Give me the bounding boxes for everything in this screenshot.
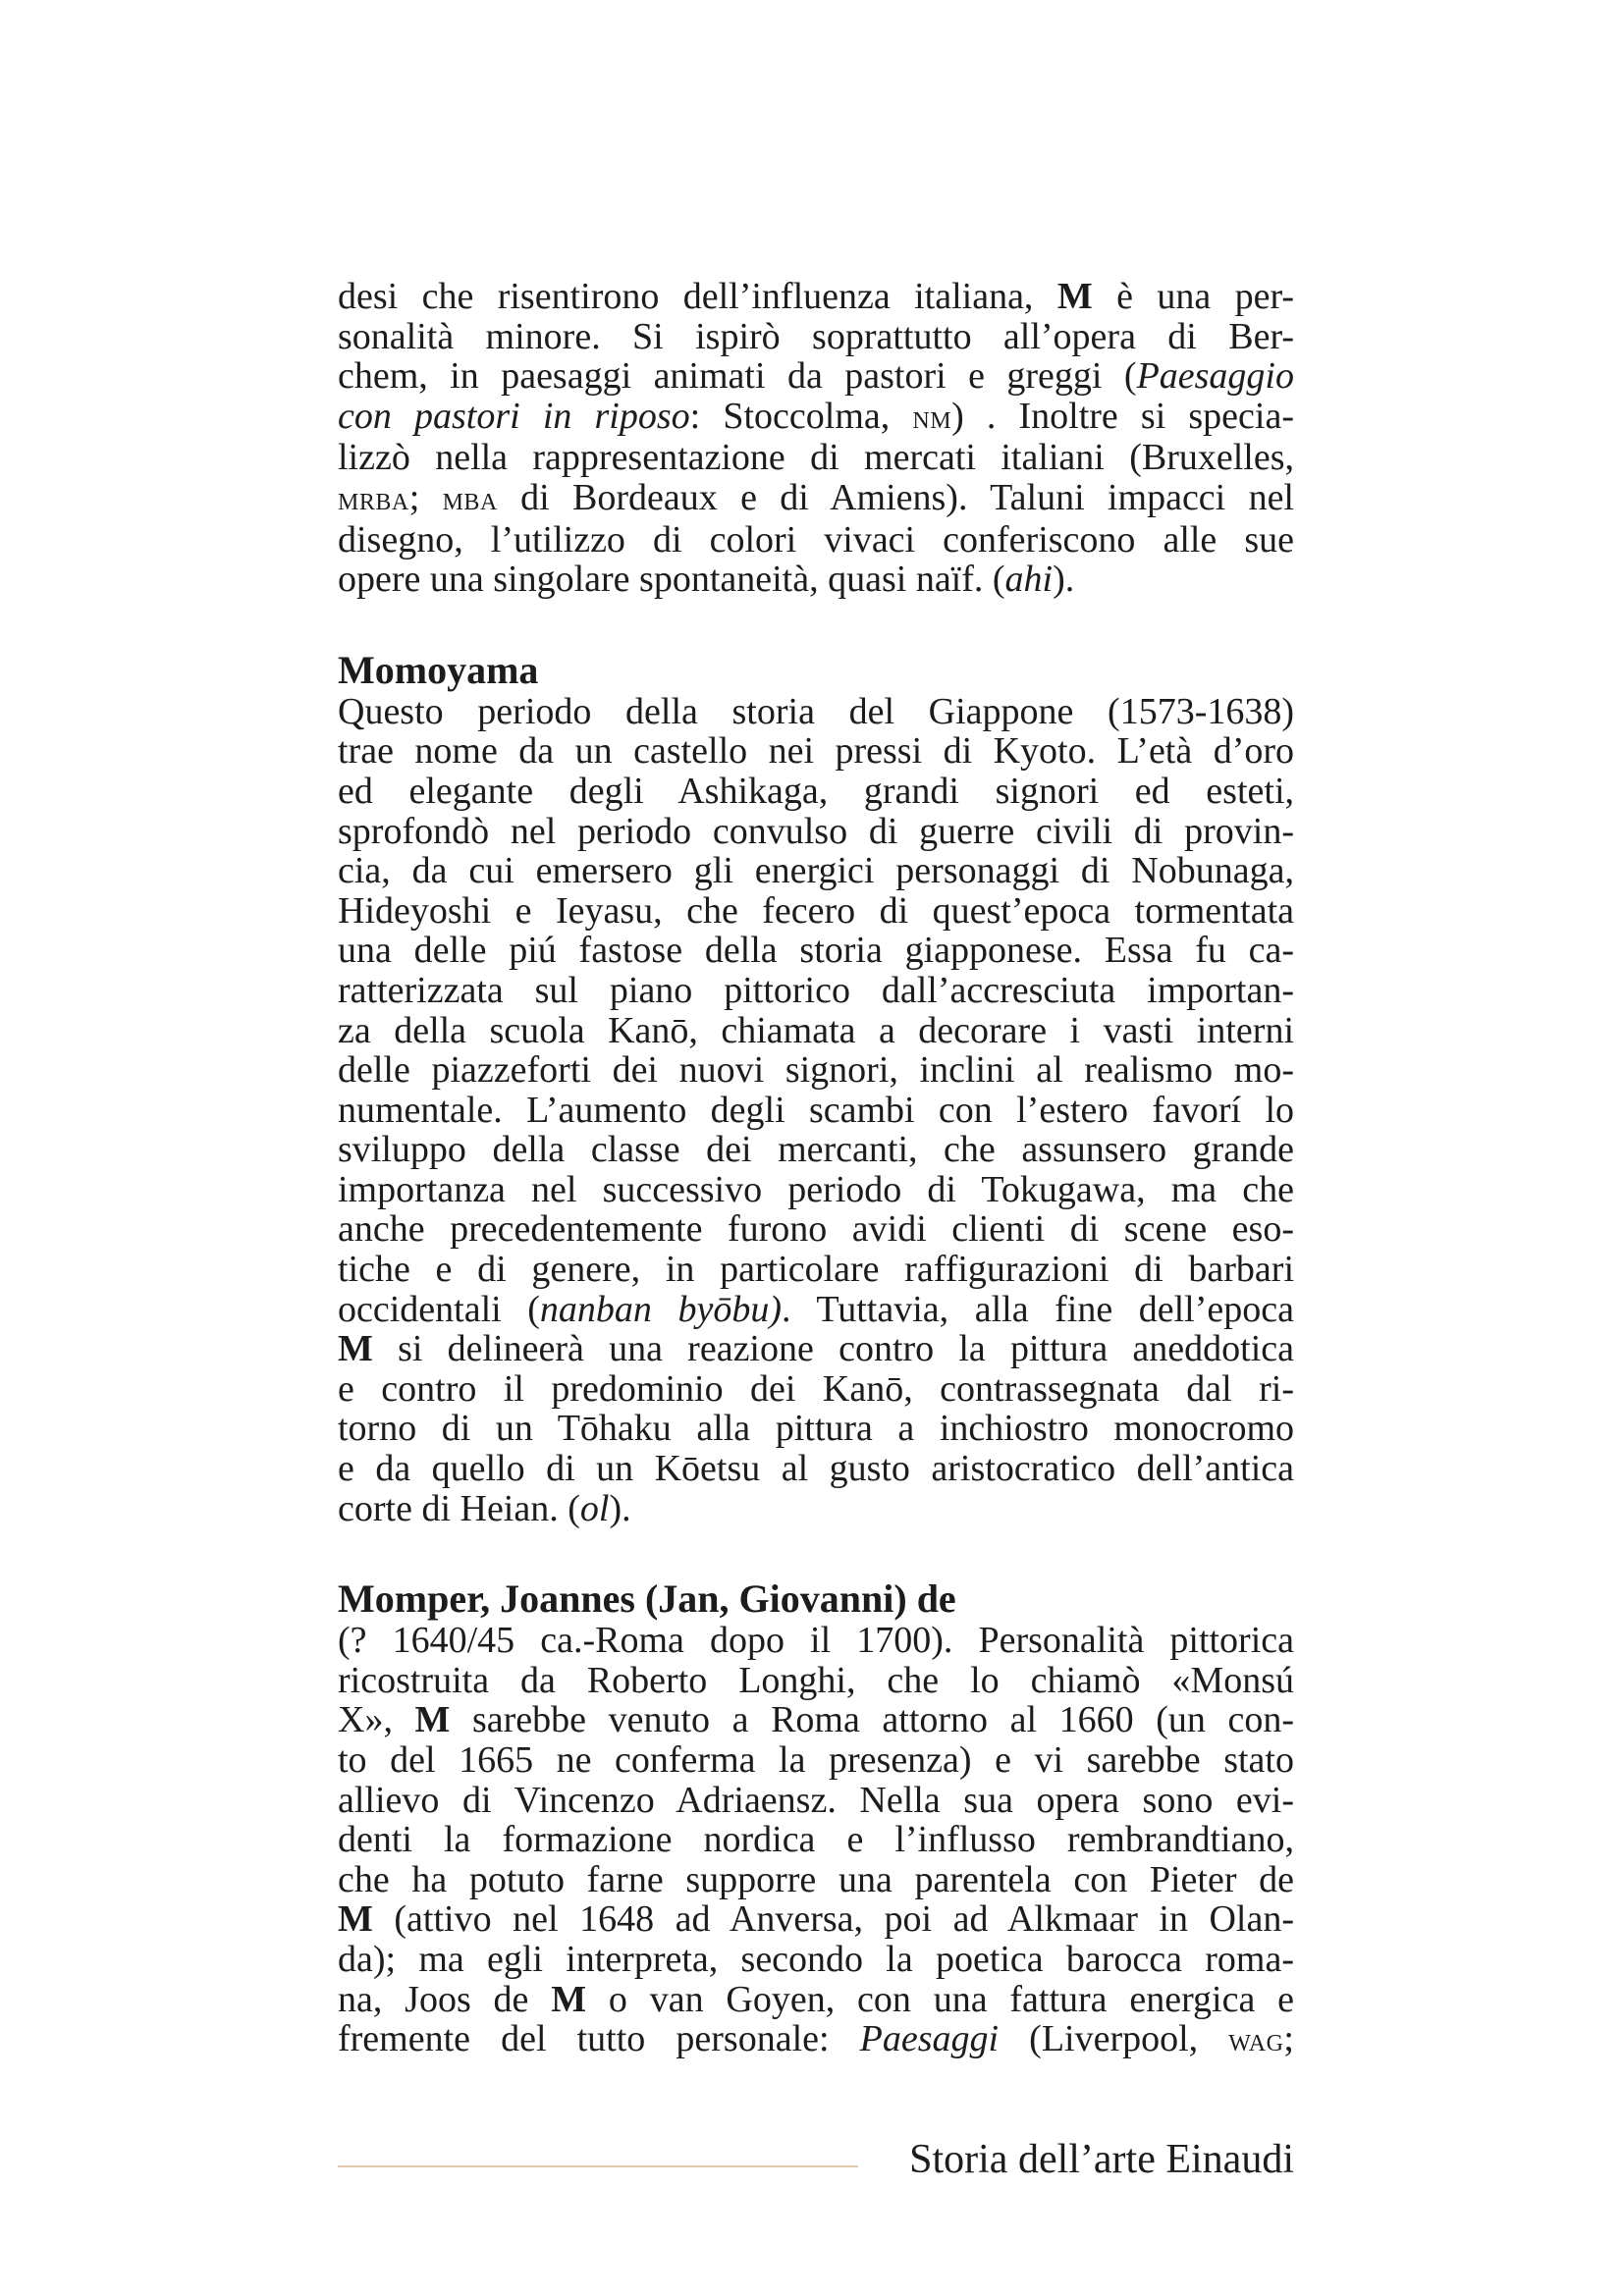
- text-line: [338, 931, 1294, 971]
- text-run: sonalità minore. Si ispirò soprattutto all’opera di Ber-: [338, 315, 1294, 357]
- text-run: trae nome da un castello nei pressi di Kyoto. L’età d’oro: [338, 730, 1294, 773]
- text-line: [338, 438, 1294, 478]
- text-line: [338, 1091, 1294, 1131]
- text-line: [338, 1820, 1294, 1860]
- text-run: (Liverpool,: [999, 2018, 1229, 2060]
- text-run: ;: [408, 476, 443, 518]
- text-run: allievo di Vincenzo Adriaensz. Nella sua opera sono evi-: [338, 1779, 1294, 1821]
- italic-text: Paesaggi: [859, 2018, 1000, 2060]
- text-line: [338, 971, 1294, 1011]
- text-line: [338, 1860, 1294, 1900]
- text-line: [338, 692, 1294, 732]
- text-line: [338, 891, 1294, 932]
- text-run: ;: [1283, 2018, 1294, 2060]
- text-run: sprofondò nel periodo convulso di guerre civili di provin-: [338, 810, 1294, 852]
- text-line: [338, 560, 1294, 600]
- text-line: [338, 1661, 1294, 1701]
- entry-abbreviation: M: [1056, 276, 1093, 317]
- text-line: [338, 1329, 1294, 1369]
- text-run: ed elegante degli Ashikaga, grandi signori ed esteti,: [338, 770, 1294, 812]
- text-run: che ha potuto farne supporre una parentela con Pieter de: [338, 1858, 1294, 1900]
- text-line: [338, 1409, 1294, 1449]
- italic-text: nanban byōbu): [539, 1288, 782, 1330]
- text-run: za della scuola Kanō, chiamata a decorare i vasti interni: [338, 1009, 1294, 1051]
- text-line: [338, 397, 1294, 439]
- text-run: è una per-: [1092, 276, 1294, 317]
- text-run: desi che risentirono dell’influenza italiana,: [338, 276, 1057, 317]
- italic-text: ol: [579, 1487, 610, 1529]
- text-line: [338, 1621, 1294, 1661]
- text-line: [338, 1781, 1294, 1821]
- italic-text: ahi: [1004, 559, 1054, 601]
- text-run: X»,: [338, 1699, 415, 1741]
- text-line: [338, 1170, 1294, 1210]
- text-line: [338, 1369, 1294, 1410]
- entry-abbreviation: M: [414, 1699, 451, 1741]
- text-line: [338, 1290, 1294, 1330]
- text-run: occidentali (: [338, 1288, 540, 1330]
- museum-abbreviation: mba: [442, 480, 498, 517]
- text-line: [338, 1250, 1294, 1290]
- text-run: delle piazzeforti dei nuovi signori, inclini al realismo mo-: [338, 1049, 1294, 1092]
- text-run: ricostruita da Roberto Longhi, che lo chiamò «Monsú: [338, 1659, 1294, 1701]
- footer-title: Storia dell’arte Einaudi: [909, 2137, 1294, 2182]
- intro-paragraph: [338, 277, 1294, 600]
- italic-text: con pastori in riposo: [338, 395, 690, 437]
- text-line: [338, 356, 1294, 397]
- text-run: denti la formazione nordica e l’influsso rembrandtiano,: [338, 1819, 1294, 1861]
- text-run: da); ma egli interpreta, secondo la poetica barocca roma-: [338, 1938, 1294, 1980]
- entry-abbreviation: M: [338, 1328, 373, 1370]
- text-run: o van Goyen, con una fattura energica e: [586, 1978, 1294, 2020]
- entry-abbreviation: M: [551, 1978, 587, 2020]
- entry-body-momoyama: [338, 692, 1294, 1528]
- text-run: opere una singolare spontaneità, quasi naïf. (: [338, 559, 1005, 601]
- text-line: [338, 1980, 1294, 2020]
- text-line: [338, 1489, 1294, 1529]
- entry-title-momoyama: Momoyama: [338, 647, 539, 692]
- text-run: chem, in paesaggi animati da pastori e greggi (: [338, 355, 1137, 398]
- footer-rule: [338, 2165, 858, 2167]
- museum-abbreviation: mrba: [338, 480, 409, 517]
- text-run: ).: [609, 1487, 631, 1529]
- text-line: [338, 277, 1294, 317]
- text-run: (attivo nel 1648 ad Anversa, poi ad Alkmaar in Olan-: [372, 1898, 1294, 1941]
- text-line: [338, 812, 1294, 852]
- text-run: ) . Inoltre si specia-: [951, 395, 1294, 437]
- text-run: e da quello di un Kōetsu al gusto aristocratico dell’antica: [338, 1448, 1294, 1490]
- text-run: tiche e di genere, in particolare raffigurazioni di barbari: [338, 1249, 1294, 1291]
- text-run: e contro il predominio dei Kanō, contrassegnata dal ri-: [338, 1367, 1294, 1410]
- museum-abbreviation: nm: [912, 399, 952, 436]
- text-line: [338, 317, 1294, 357]
- text-line: [338, 1899, 1294, 1940]
- text-run: torno di un Tōhaku alla pittura a inchiostro monocromo: [338, 1408, 1294, 1450]
- museum-abbreviation: wag: [1228, 2022, 1284, 2059]
- text-line: [338, 520, 1294, 561]
- text-line: [338, 772, 1294, 812]
- text-run: Hideyoshi e Ieyasu, che fecero di quest’epoca tormentata: [338, 889, 1294, 932]
- text-line: [338, 731, 1294, 772]
- text-line: [338, 1209, 1294, 1250]
- text-run: numentale. L’aumento degli scambi con l’estero favorí lo: [338, 1089, 1294, 1131]
- text-run: disegno, l’utilizzo di colori vivaci conferiscono alle sue: [338, 518, 1294, 561]
- text-line: [338, 1130, 1294, 1170]
- text-line: [338, 1700, 1294, 1740]
- text-run: : Stoccolma,: [689, 395, 913, 437]
- text-line: [338, 1011, 1294, 1051]
- text-run: lizzò nella rappresentazione di mercati italiani (Bruxelles,: [338, 437, 1294, 479]
- text-line: [338, 851, 1294, 891]
- italic-text: Paesaggio: [1136, 355, 1294, 398]
- text-run: Questo periodo della storia del Giappone (1573-1638): [338, 690, 1294, 732]
- text-run: una delle piú fastose della storia giapponese. Essa fu ca-: [338, 930, 1294, 972]
- text-line: [338, 1740, 1294, 1781]
- page-footer: [338, 2130, 1294, 2189]
- text-run: to del 1665 ne conferma la presenza) e vi sarebbe stato: [338, 1739, 1294, 1781]
- text-line: [338, 1449, 1294, 1489]
- text-run: fremente del tutto personale:: [338, 2018, 860, 2060]
- entry-momper: [338, 1577, 1294, 2061]
- text-run: si delineerà una reazione contro la pittura aneddotica: [372, 1328, 1294, 1370]
- text-run: importanza nel successivo periodo di Tokugawa, ma che: [338, 1168, 1294, 1210]
- text-run: sarebbe venuto a Roma attorno al 1660 (un con-: [450, 1699, 1294, 1741]
- text-run: . Tuttavia, alla fine dell’epoca: [782, 1288, 1294, 1330]
- text-run: ratterizzata sul piano pittorico dall’accresciuta importan-: [338, 969, 1294, 1011]
- text-run: (? 1640/45 ca.-Roma dopo il 1700). Personalità pittorica: [338, 1620, 1294, 1662]
- text-line: [338, 2019, 1294, 2061]
- text-run: cia, da cui emersero gli energici personaggi di Nobunaga,: [338, 850, 1294, 892]
- entry-body-momper: [338, 1621, 1294, 2061]
- text-run: na, Joos de: [338, 1978, 552, 2020]
- entry-title-momper: Momper, Joannes (Jan, Giovanni) de: [338, 1576, 956, 1622]
- text-run: anche precedentemente furono avidi clienti di scene eso-: [338, 1208, 1294, 1251]
- text-run: ).: [1053, 559, 1075, 601]
- entry-momoyama: [338, 649, 1294, 1528]
- text-run: sviluppo della classe dei mercanti, che assunsero grande: [338, 1129, 1294, 1171]
- text-line: [338, 1050, 1294, 1091]
- text-line: [338, 478, 1294, 520]
- text-line: [338, 1940, 1294, 1980]
- entry-abbreviation: M: [338, 1898, 373, 1941]
- text-run: corte di Heian. (: [338, 1487, 580, 1529]
- text-column: [338, 277, 1294, 2061]
- text-run: di Bordeaux e di Amiens). Taluni impacci nel: [497, 476, 1294, 518]
